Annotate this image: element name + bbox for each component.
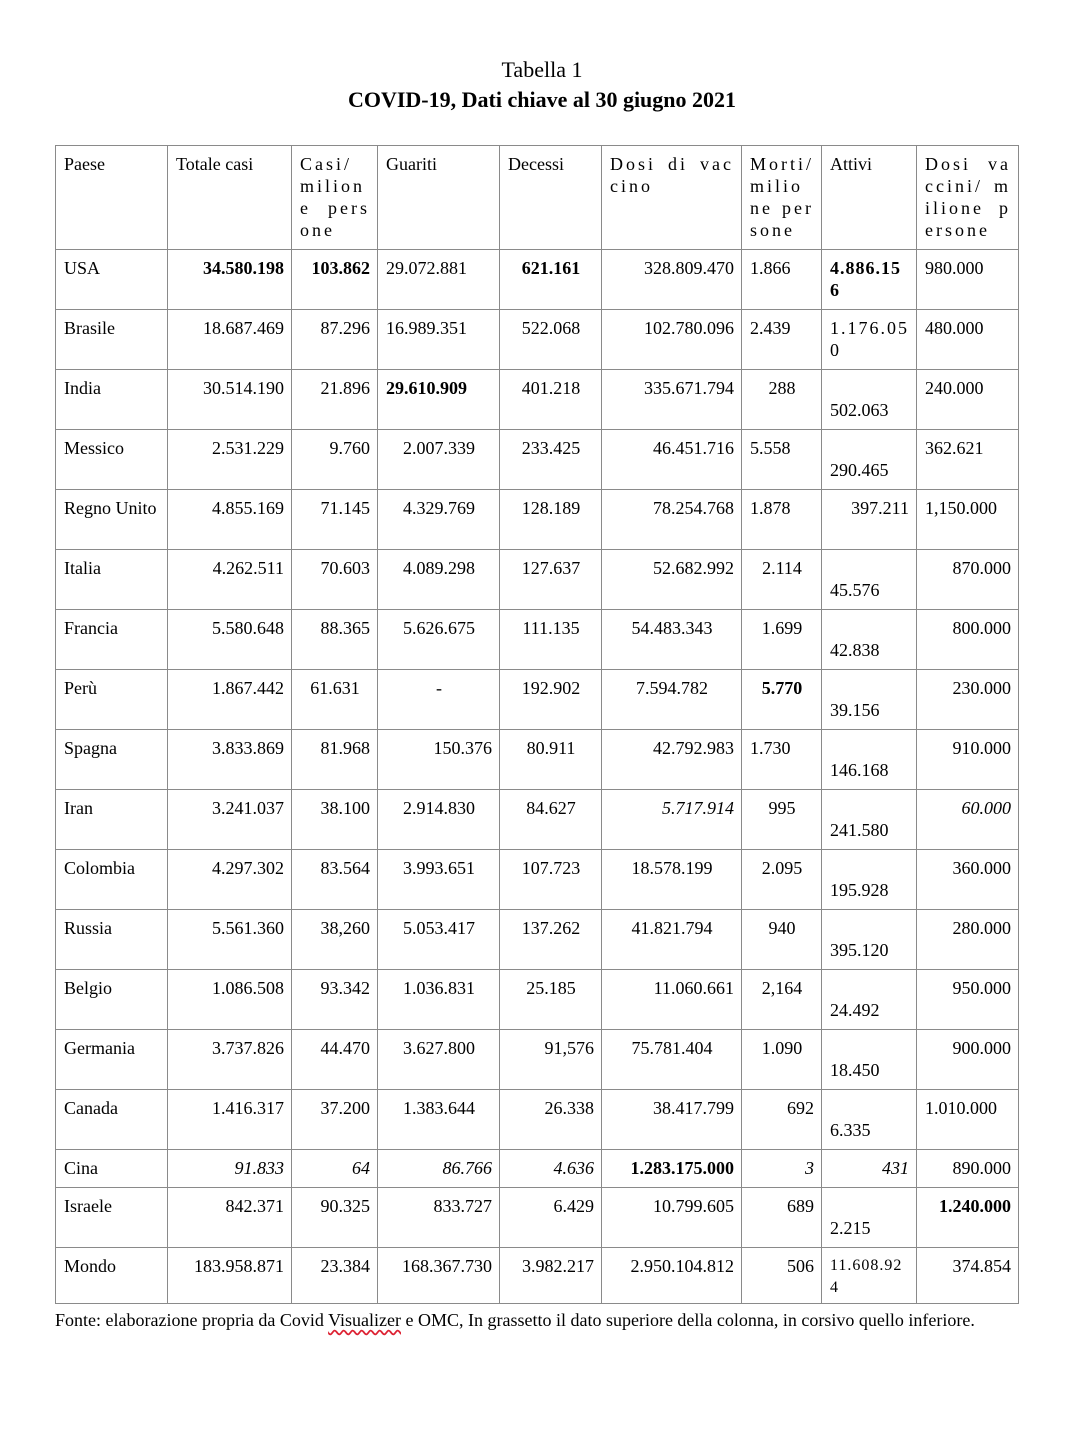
cell-decessi: 233.425 — [500, 430, 602, 490]
cell-dosi-vaccino: 52.682.992 — [602, 550, 742, 610]
header-morti-milione: Morti/ milione persone — [742, 146, 822, 250]
cell-paese: Israele — [56, 1188, 168, 1248]
table-title: COVID-19, Dati chiave al 30 giugno 2021 — [347, 87, 737, 112]
cell-dosi-vaccino: 7.594.782 — [602, 670, 742, 730]
table-row — [56, 550, 1019, 610]
source-misspelled-word: Visualizer — [328, 1310, 401, 1330]
table-row — [56, 1030, 1019, 1090]
cell-casi-milione: 90.325 — [292, 1188, 378, 1248]
table-row — [56, 490, 1019, 550]
cell-dosi-vaccino: 38.417.799 — [602, 1090, 742, 1150]
cell-paese: Regno Unito — [56, 490, 168, 550]
header-totale-casi: Totale casi — [168, 146, 292, 250]
cell-attivi: 42.838 — [822, 610, 917, 670]
cell-totale-casi: 1.867.442 — [168, 670, 292, 730]
header-row — [56, 146, 1019, 250]
table-row — [56, 310, 1019, 370]
cell-guariti: 3.627.800 — [378, 1030, 500, 1090]
cell-dosi-vaccini-milione: 950.000 — [917, 970, 1019, 1030]
source-text-end: e OMC, In grassetto il dato superiore della colonna, in corsivo quello inferiore. — [400, 1310, 975, 1330]
table-row — [56, 430, 1019, 490]
cell-decessi: 111.135 — [500, 610, 602, 670]
cell-guariti: 168.367.730 — [378, 1248, 500, 1304]
cell-totale-casi: 842.371 — [168, 1188, 292, 1248]
table-row — [56, 610, 1019, 670]
cell-decessi: 91,576 — [500, 1030, 602, 1090]
cell-attivi: 146.168 — [822, 730, 917, 790]
cell-totale-casi: 2.531.229 — [168, 430, 292, 490]
cell-attivi: 39.156 — [822, 670, 917, 730]
cell-dosi-vaccino: 5.717.914 — [602, 790, 742, 850]
cell-totale-casi: 4.855.169 — [168, 490, 292, 550]
table-row — [56, 370, 1019, 430]
cell-decessi: 25.185 — [500, 970, 602, 1030]
table-row — [56, 1188, 1019, 1248]
cell-casi-milione: 38,260 — [292, 910, 378, 970]
cell-dosi-vaccino: 102.780.096 — [602, 310, 742, 370]
cell-attivi: 431 — [822, 1150, 917, 1188]
cell-paese: Russia — [56, 910, 168, 970]
cell-dosi-vaccini-milione: 362.621 — [917, 430, 1019, 490]
header-dosi-vaccino: Dosi di vaccino — [602, 146, 742, 250]
cell-morti-milione: 5.770 — [742, 670, 822, 730]
cell-morti-milione: 1.878 — [742, 490, 822, 550]
cell-morti-milione: 2.114 — [742, 550, 822, 610]
cell-dosi-vaccini-milione: 870.000 — [917, 550, 1019, 610]
cell-guariti: 86.766 — [378, 1150, 500, 1188]
cell-casi-milione: 93.342 — [292, 970, 378, 1030]
cell-casi-milione: 87.296 — [292, 310, 378, 370]
source-note — [55, 1309, 1018, 1331]
cell-morti-milione: 692 — [742, 1090, 822, 1150]
header-attivi: Attivi — [822, 146, 917, 250]
cell-paese: Francia — [56, 610, 168, 670]
cell-dosi-vaccini-milione: 280.000 — [917, 910, 1019, 970]
cell-morti-milione: 689 — [742, 1188, 822, 1248]
cell-attivi: 195.928 — [822, 850, 917, 910]
cell-dosi-vaccino: 328.809.470 — [602, 250, 742, 310]
cell-paese: Brasile — [56, 310, 168, 370]
cell-morti-milione: 2,164 — [742, 970, 822, 1030]
cell-guariti: 1.383.644 — [378, 1090, 500, 1150]
cell-totale-casi: 91.833 — [168, 1150, 292, 1188]
cell-casi-milione: 37.200 — [292, 1090, 378, 1150]
cell-dosi-vaccino: 335.671.794 — [602, 370, 742, 430]
cell-dosi-vaccino: 2.950.104.812 — [602, 1248, 742, 1304]
header-guariti: Guariti — [378, 146, 500, 250]
cell-paese: Iran — [56, 790, 168, 850]
cell-decessi: 137.262 — [500, 910, 602, 970]
cell-dosi-vaccini-milione: 980.000 — [917, 250, 1019, 310]
cell-decessi: 3.982.217 — [500, 1248, 602, 1304]
cell-morti-milione: 288 — [742, 370, 822, 430]
cell-dosi-vaccino: 11.060.661 — [602, 970, 742, 1030]
cell-dosi-vaccino: 1.283.175.000 — [602, 1150, 742, 1188]
cell-decessi: 26.338 — [500, 1090, 602, 1150]
cell-dosi-vaccino: 54.483.343 — [602, 610, 742, 670]
cell-paese: Italia — [56, 550, 168, 610]
cell-casi-milione: 44.470 — [292, 1030, 378, 1090]
cell-totale-casi: 5.580.648 — [168, 610, 292, 670]
cell-totale-casi: 30.514.190 — [168, 370, 292, 430]
cell-decessi: 401.218 — [500, 370, 602, 430]
header-decessi: Decessi — [500, 146, 602, 250]
cell-casi-milione: 71.145 — [292, 490, 378, 550]
table-row — [56, 1248, 1019, 1304]
cell-guariti: 4.089.298 — [378, 550, 500, 610]
cell-decessi: 6.429 — [500, 1188, 602, 1248]
cell-guariti: 1.036.831 — [378, 970, 500, 1030]
cell-attivi: 18.450 — [822, 1030, 917, 1090]
cell-attivi: 397.211 — [822, 490, 917, 550]
cell-casi-milione: 23.384 — [292, 1248, 378, 1304]
cell-guariti: 2.914.830 — [378, 790, 500, 850]
cell-casi-milione: 21.896 — [292, 370, 378, 430]
cell-morti-milione: 3 — [742, 1150, 822, 1188]
cell-totale-casi: 5.561.360 — [168, 910, 292, 970]
cell-dosi-vaccini-milione: 1.010.000 — [917, 1090, 1019, 1150]
cell-totale-casi: 183.958.871 — [168, 1248, 292, 1304]
cell-morti-milione: 2.095 — [742, 850, 822, 910]
header-paese: Paese — [56, 146, 168, 250]
cell-decessi: 621.161 — [500, 250, 602, 310]
cell-dosi-vaccini-milione: 900.000 — [917, 1030, 1019, 1090]
cell-attivi: 502.063 — [822, 370, 917, 430]
cell-totale-casi: 34.580.198 — [168, 250, 292, 310]
cell-decessi: 84.627 — [500, 790, 602, 850]
header-casi-milione: Casi/ milione persone — [292, 146, 378, 250]
cell-guariti: 833.727 — [378, 1188, 500, 1248]
cell-casi-milione: 81.968 — [292, 730, 378, 790]
cell-guariti: 4.329.769 — [378, 490, 500, 550]
table-row — [56, 730, 1019, 790]
cell-morti-milione: 1.866 — [742, 250, 822, 310]
cell-morti-milione: 940 — [742, 910, 822, 970]
cell-guariti: 2.007.339 — [378, 430, 500, 490]
cell-paese: Messico — [56, 430, 168, 490]
cell-paese: Perù — [56, 670, 168, 730]
table-row — [56, 1150, 1019, 1188]
cell-dosi-vaccino: 41.821.794 — [602, 910, 742, 970]
cell-paese: Germania — [56, 1030, 168, 1090]
cell-attivi: 395.120 — [822, 910, 917, 970]
cell-casi-milione: 88.365 — [292, 610, 378, 670]
header-dosi-vaccini-milione: Dosi vaccini/ milione persone — [917, 146, 1019, 250]
cell-casi-milione: 61.631 — [292, 670, 378, 730]
table-row — [56, 1090, 1019, 1150]
cell-morti-milione: 1.090 — [742, 1030, 822, 1090]
cell-attivi: 2.215 — [822, 1188, 917, 1248]
cell-attivi: 11.608.924 — [822, 1248, 917, 1304]
cell-dosi-vaccini-milione: 800.000 — [917, 610, 1019, 670]
table-row — [56, 910, 1019, 970]
table-row — [56, 790, 1019, 850]
cell-guariti: 5.626.675 — [378, 610, 500, 670]
cell-totale-casi: 1.416.317 — [168, 1090, 292, 1150]
cell-attivi: 24.492 — [822, 970, 917, 1030]
table-row — [56, 850, 1019, 910]
cell-attivi: 4.886.156 — [822, 250, 917, 310]
cell-attivi: 6.335 — [822, 1090, 917, 1150]
cell-attivi: 1.176.050 — [822, 310, 917, 370]
cell-dosi-vaccino: 46.451.716 — [602, 430, 742, 490]
table-row — [56, 970, 1019, 1030]
cell-paese: USA — [56, 250, 168, 310]
cell-morti-milione: 1.699 — [742, 610, 822, 670]
cell-guariti: 5.053.417 — [378, 910, 500, 970]
cell-guariti: 150.376 — [378, 730, 500, 790]
cell-dosi-vaccini-milione: 890.000 — [917, 1150, 1019, 1188]
cell-morti-milione: 506 — [742, 1248, 822, 1304]
cell-guariti: 3.993.651 — [378, 850, 500, 910]
cell-decessi: 107.723 — [500, 850, 602, 910]
cell-dosi-vaccini-milione: 230.000 — [917, 670, 1019, 730]
cell-decessi: 127.637 — [500, 550, 602, 610]
cell-dosi-vaccino: 75.781.404 — [602, 1030, 742, 1090]
cell-dosi-vaccini-milione: 910.000 — [917, 730, 1019, 790]
cell-casi-milione: 64 — [292, 1150, 378, 1188]
cell-paese: Cina — [56, 1150, 168, 1188]
cell-casi-milione: 38.100 — [292, 790, 378, 850]
cell-decessi: 128.189 — [500, 490, 602, 550]
cell-dosi-vaccini-milione: 60.000 — [917, 790, 1019, 850]
cell-morti-milione: 995 — [742, 790, 822, 850]
cell-dosi-vaccini-milione: 360.000 — [917, 850, 1019, 910]
cell-dosi-vaccini-milione: 480.000 — [917, 310, 1019, 370]
cell-totale-casi: 1.086.508 — [168, 970, 292, 1030]
cell-paese: Belgio — [56, 970, 168, 1030]
cell-morti-milione: 2.439 — [742, 310, 822, 370]
cell-paese: Canada — [56, 1090, 168, 1150]
cell-guariti: 29.610.909 — [378, 370, 500, 430]
cell-attivi: 45.576 — [822, 550, 917, 610]
cell-dosi-vaccini-milione: 240.000 — [917, 370, 1019, 430]
cell-guariti: - — [378, 670, 500, 730]
cell-paese: India — [56, 370, 168, 430]
cell-totale-casi: 18.687.469 — [168, 310, 292, 370]
cell-decessi: 192.902 — [500, 670, 602, 730]
cell-guariti: 29.072.881 — [378, 250, 500, 310]
cell-casi-milione: 83.564 — [292, 850, 378, 910]
covid-data-table — [55, 145, 1019, 1304]
cell-guariti: 16.989.351 — [378, 310, 500, 370]
cell-dosi-vaccino: 18.578.199 — [602, 850, 742, 910]
cell-dosi-vaccino: 10.799.605 — [602, 1188, 742, 1248]
cell-decessi: 4.636 — [500, 1150, 602, 1188]
cell-decessi: 522.068 — [500, 310, 602, 370]
cell-dosi-vaccini-milione: 374.854 — [917, 1248, 1019, 1304]
cell-totale-casi: 3.833.869 — [168, 730, 292, 790]
cell-paese: Spagna — [56, 730, 168, 790]
cell-totale-casi: 3.737.826 — [168, 1030, 292, 1090]
cell-dosi-vaccini-milione: 1,150.000 — [917, 490, 1019, 550]
cell-morti-milione: 1.730 — [742, 730, 822, 790]
cell-casi-milione: 9.760 — [292, 430, 378, 490]
cell-dosi-vaccino: 78.254.768 — [602, 490, 742, 550]
source-text-start: Fonte: elaborazione propria da Covid — [55, 1310, 329, 1330]
cell-totale-casi: 3.241.037 — [168, 790, 292, 850]
cell-morti-milione: 5.558 — [742, 430, 822, 490]
table-row — [56, 250, 1019, 310]
cell-paese: Mondo — [56, 1248, 168, 1304]
cell-casi-milione: 103.862 — [292, 250, 378, 310]
cell-casi-milione: 70.603 — [292, 550, 378, 610]
cell-attivi: 241.580 — [822, 790, 917, 850]
cell-dosi-vaccini-milione: 1.240.000 — [917, 1188, 1019, 1248]
cell-dosi-vaccino: 42.792.983 — [602, 730, 742, 790]
table-caption: Tabella 1 — [501, 57, 583, 82]
cell-paese: Colombia — [56, 850, 168, 910]
cell-totale-casi: 4.262.511 — [168, 550, 292, 610]
table-row — [56, 670, 1019, 730]
cell-decessi: 80.911 — [500, 730, 602, 790]
cell-totale-casi: 4.297.302 — [168, 850, 292, 910]
cell-attivi: 290.465 — [822, 430, 917, 490]
